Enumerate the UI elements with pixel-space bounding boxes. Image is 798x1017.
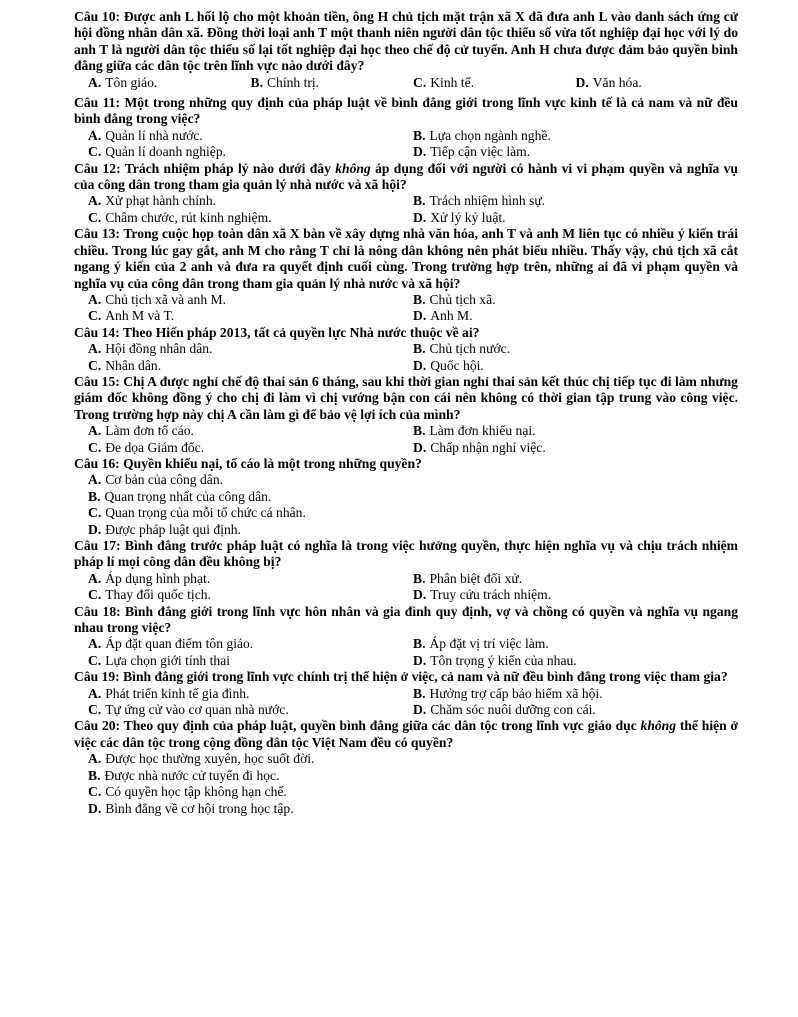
option-text: Quản lí nhà nước. xyxy=(105,127,203,143)
option-a[interactable] xyxy=(88,686,413,702)
question-11 xyxy=(74,95,738,161)
option-text: Tôn trọng ý kiến của nhau. xyxy=(430,652,577,668)
option-letter: B. xyxy=(413,193,426,209)
option-text: Anh M và T. xyxy=(105,308,175,324)
question-label: Câu 17: xyxy=(74,538,121,553)
question-17 xyxy=(74,538,738,604)
option-text: Tôn giáo. xyxy=(105,74,158,90)
question-text: Bình đẳng giới trong lĩnh vực hôn nhân và gia đình quy định, vợ và chồng có quyền và nghĩa vụ ngang nhau trong việc? xyxy=(74,603,738,636)
option-c[interactable] xyxy=(88,358,413,374)
option-text: Nhân dân. xyxy=(105,357,162,373)
option-a[interactable] xyxy=(88,193,413,209)
option-text: Đe dọa Giám đốc. xyxy=(105,439,205,455)
option-letter: A. xyxy=(88,127,102,143)
option-letter: A. xyxy=(88,423,102,439)
option-letter: C. xyxy=(88,209,102,225)
option-text: Áp dụng hình phạt. xyxy=(105,570,211,586)
question-15 xyxy=(74,374,738,456)
option-a[interactable] xyxy=(88,571,413,587)
option-letter: C. xyxy=(88,587,102,603)
option-letter: D. xyxy=(413,357,427,373)
option-letter: A. xyxy=(88,636,102,652)
question-stem xyxy=(74,161,738,194)
option-letter: C. xyxy=(88,505,102,521)
option-c[interactable] xyxy=(88,702,413,718)
option-text: Xử phạt hành chính. xyxy=(105,193,217,209)
option-text: Chủ tịch xã. xyxy=(429,291,496,307)
option-a[interactable] xyxy=(88,341,413,357)
options xyxy=(74,341,738,374)
question-label: Câu 12: xyxy=(74,160,121,176)
question-text: Một trong những quy định của pháp luật về bình đẳng giới trong lĩnh vực kinh tế là cả nam và nữ đều bình đẳng trong việc? xyxy=(74,95,738,127)
option-a[interactable] xyxy=(88,751,738,767)
option-letter: B. xyxy=(413,685,426,701)
option-letter: C. xyxy=(88,652,102,668)
question-text-after: áp dụng đối với người có hành vi vi phạm quyền và nghĩa vụ của công dân trong tham gia quản lý nhà nước và xã hội? xyxy=(74,160,738,193)
option-letter: B. xyxy=(88,767,101,783)
option-letter: B. xyxy=(88,488,101,504)
option-c[interactable] xyxy=(88,440,413,456)
question-20 xyxy=(74,718,738,816)
option-text: Phân biệt đối xử. xyxy=(429,570,523,586)
option-letter: C. xyxy=(88,702,102,718)
option-text: Tự ứng cử vào cơ quan nhà nước. xyxy=(105,702,289,718)
option-letter: B. xyxy=(413,291,426,307)
question-label: Câu 18: xyxy=(74,603,121,619)
option-c[interactable] xyxy=(413,75,576,91)
option-b[interactable] xyxy=(413,341,738,357)
option-letter: A. xyxy=(88,570,102,586)
option-text: Chủ tịch xã và anh M. xyxy=(105,291,227,307)
option-letter: A. xyxy=(88,291,102,307)
option-b[interactable] xyxy=(413,292,738,308)
option-letter: D. xyxy=(413,308,427,324)
option-letter: B. xyxy=(413,636,426,652)
option-text: Chấp nhận nghỉ việc. xyxy=(430,439,546,455)
question-text-emphasis: không xyxy=(335,160,371,176)
question-label: Câu 19: xyxy=(74,669,120,685)
option-a[interactable] xyxy=(88,75,251,91)
option-c[interactable] xyxy=(88,653,413,669)
question-stem xyxy=(74,669,738,685)
option-d[interactable] xyxy=(413,653,738,669)
question-text: Chị A được nghỉ chế độ thai sản 6 tháng, sau khi thời gian nghỉ thai sản kết thúc chị tiếp tục đi làm nhưng giám đốc không đồng ý cho chị đi làm vì chị vướng bận con cái nên không có thời gian tập trung vào công việc. Trong trường hợp này chị A cần làm gì để bảo vệ lợi ích của mình? xyxy=(74,373,738,422)
option-a[interactable] xyxy=(88,472,738,488)
option-d[interactable] xyxy=(413,358,738,374)
option-letter: D. xyxy=(413,209,427,225)
option-c[interactable] xyxy=(88,587,413,603)
question-text: Được anh L hối lộ cho một khoản tiền, ông H chủ tịch mặt trận xã X đã đưa anh L vào danh sách ứng cử hội đồng nhân dân xã. Đồng thời loại anh T một thanh niên người dân tộc thiểu số vừa tốt nghiệp đại học với lý do anh T là người dân tộc thiểu số lại tốt nghiệp đại học theo chế độ cử tuyển. Anh H chưa được đảm bảo quyền bình đẳng giữa các dân tộc trên lĩnh vực nào dưới đây? xyxy=(74,9,738,74)
option-text: Văn hóa. xyxy=(592,74,642,90)
option-c[interactable] xyxy=(88,308,413,324)
question-text-before: Theo quy định của pháp luật, quyền bình đẳng giữa các dân tộc trong lĩnh vực giáo dục xyxy=(123,718,641,734)
option-b[interactable] xyxy=(88,768,738,784)
option-text: Quan trọng nhất của công dân. xyxy=(104,488,272,504)
option-text: Quan trọng của mỗi tổ chức cá nhân. xyxy=(105,505,306,521)
option-text: Thay đổi quốc tịch. xyxy=(105,587,211,603)
option-letter: A. xyxy=(88,685,102,701)
option-letter: B. xyxy=(413,341,426,357)
question-stem xyxy=(74,456,738,472)
question-text: Quyền khiếu nại, tố cáo là một trong những quyền? xyxy=(123,455,422,471)
option-b[interactable] xyxy=(88,489,738,505)
option-text: Lựa chọn giới tính thai xyxy=(105,652,231,668)
question-text-after: thể hiện ở việc các dân tộc trong cộng đồng dân tộc Việt Nam đều có quyền? xyxy=(74,718,739,750)
option-text: Quốc hội. xyxy=(430,357,484,373)
option-b[interactable] xyxy=(413,571,738,587)
option-a[interactable] xyxy=(88,128,413,144)
option-d[interactable] xyxy=(413,587,738,603)
option-text: Có quyền học tập không hạn chế. xyxy=(105,784,287,800)
options xyxy=(74,636,738,669)
option-text: Lựa chọn ngành nghề. xyxy=(429,127,551,143)
option-text: Bình đẳng về cơ hội trong học tập. xyxy=(105,800,294,816)
option-a[interactable] xyxy=(88,292,413,308)
option-d[interactable] xyxy=(413,702,738,718)
option-text: Áp đặt vị trí việc làm. xyxy=(429,636,549,652)
question-18 xyxy=(74,604,738,670)
option-letter: D. xyxy=(88,521,102,537)
option-d[interactable] xyxy=(413,308,738,324)
option-letter: C. xyxy=(88,357,102,373)
option-text: Châm chước, rút kinh nghiệm. xyxy=(105,209,272,225)
option-d[interactable] xyxy=(413,210,738,226)
option-text: Trách nhiệm hình sự. xyxy=(429,193,546,209)
question-label: Câu 14: xyxy=(74,324,120,340)
option-a[interactable] xyxy=(88,636,413,652)
option-letter: A. xyxy=(88,341,102,357)
option-letter: B. xyxy=(413,423,426,439)
option-b[interactable] xyxy=(413,128,738,144)
option-letter: C. xyxy=(88,439,102,455)
option-letter: A. xyxy=(88,751,102,767)
question-text: Trong cuộc họp toàn dân xã X bàn về xây dựng nhà văn hóa, anh T và anh M liên tục có nhiều ý kiến trái chiều. Trong lúc gay gắt, anh M cho rằng T chỉ là nông dân không nên phát biểu nhiều. Thấy vậy, chủ tịch xã cắt ngang ý kiến của 2 anh và đưa ra quyết định cuối cùng. Trong trường hợp trên, những ai đã vi phạm quyền và nghĩa vụ của công dân trong tham gia quản lý nhà nước và xã hội? xyxy=(74,226,738,291)
options xyxy=(74,751,738,817)
option-text: Được học thường xuyên, học suốt đời. xyxy=(105,751,315,767)
option-d[interactable] xyxy=(88,801,738,817)
option-letter: A. xyxy=(88,74,102,90)
option-text: Áp đặt quan điểm tôn giáo. xyxy=(105,636,254,652)
question-16 xyxy=(74,456,738,538)
option-letter: D. xyxy=(575,74,589,90)
question-label: Câu 15: xyxy=(74,373,120,389)
question-text-before: Trách nhiệm pháp lý nào dưới đây xyxy=(124,160,336,176)
option-d[interactable] xyxy=(413,144,738,160)
option-letter: D. xyxy=(413,702,427,718)
option-text: Chính trị. xyxy=(266,74,320,90)
option-c[interactable] xyxy=(88,505,738,521)
option-text: Được nhà nước cử tuyển đi học. xyxy=(104,767,280,783)
question-stem xyxy=(74,95,738,128)
option-text: Quản lí doanh nghiệp. xyxy=(105,144,227,160)
question-14 xyxy=(74,325,738,374)
option-c[interactable] xyxy=(88,210,413,226)
option-text: Phát triển kinh tế gia đình. xyxy=(105,685,250,701)
option-text: Kinh tế. xyxy=(430,74,475,90)
option-letter: D. xyxy=(413,439,427,455)
option-d[interactable] xyxy=(88,522,738,538)
question-text: Bình đẳng giới trong lĩnh vực chính trị thể hiện ở việc, cả nam và nữ đều bình đẳng trong việc tham gia? xyxy=(123,669,728,685)
option-text: Anh M. xyxy=(430,308,473,324)
option-b[interactable] xyxy=(413,193,738,209)
option-letter: B. xyxy=(413,127,426,143)
option-letter: A. xyxy=(88,193,102,209)
question-label: Câu 20: xyxy=(74,718,121,734)
option-letter: B. xyxy=(413,570,426,586)
option-d[interactable] xyxy=(413,440,738,456)
option-letter: D. xyxy=(413,587,427,603)
question-13 xyxy=(74,226,738,324)
option-text: Làm đơn khiếu nại. xyxy=(429,423,536,439)
question-text: Bình đẳng trước pháp luật có nghĩa là trong việc hưởng quyền, thực hiện nghĩa vụ và chịu trách nhiệm pháp lí mọi công dân đều không bị? xyxy=(74,538,739,570)
options xyxy=(74,423,738,456)
options xyxy=(74,571,738,604)
question-stem xyxy=(74,718,738,751)
options xyxy=(74,128,738,161)
option-text: Chủ tịch nước. xyxy=(429,341,511,357)
question-text-emphasis: không xyxy=(640,718,677,734)
option-text: Cơ bản của công dân. xyxy=(105,472,224,488)
option-letter: C. xyxy=(88,308,102,324)
question-stem xyxy=(74,9,738,75)
question-19 xyxy=(74,669,738,718)
option-text: Hội đồng nhân dân. xyxy=(105,341,213,357)
options xyxy=(74,75,738,91)
option-letter: C. xyxy=(88,784,102,800)
option-letter: A. xyxy=(88,472,102,488)
options xyxy=(74,193,738,226)
option-b[interactable] xyxy=(413,636,738,652)
option-text: Được pháp luật qui định. xyxy=(105,521,241,537)
option-d[interactable] xyxy=(576,75,739,91)
question-stem xyxy=(74,325,738,341)
option-b[interactable] xyxy=(413,423,738,439)
option-c[interactable] xyxy=(88,784,738,800)
option-text: Truy cứu trách nhiệm. xyxy=(430,587,552,603)
option-letter: D. xyxy=(88,800,102,816)
option-text: Xử lý kỷ luật. xyxy=(430,209,506,225)
question-stem xyxy=(74,226,738,292)
option-b[interactable] xyxy=(251,75,414,91)
option-b[interactable] xyxy=(413,686,738,702)
question-stem xyxy=(74,374,738,423)
question-label: Câu 10: xyxy=(74,9,121,24)
option-letter: D. xyxy=(413,652,427,668)
question-12 xyxy=(74,161,738,227)
option-a[interactable] xyxy=(88,423,413,439)
option-letter: C. xyxy=(88,144,102,160)
question-text: Theo Hiến pháp 2013, tất cả quyền lực Nhà nước thuộc về ai? xyxy=(122,324,480,340)
question-10 xyxy=(74,9,738,91)
question-label: Câu 16: xyxy=(74,455,120,471)
option-text: Làm đơn tố cáo. xyxy=(105,423,194,439)
option-text: Chăm sóc nuôi dưỡng con cái. xyxy=(430,702,596,718)
question-stem xyxy=(74,604,738,637)
option-letter: C. xyxy=(413,74,427,90)
options xyxy=(74,472,738,538)
question-stem xyxy=(74,538,738,571)
question-label: Câu 13: xyxy=(74,226,120,242)
option-letter: D. xyxy=(413,144,427,160)
options xyxy=(74,686,738,719)
option-text: Tiếp cận việc làm. xyxy=(430,144,531,160)
option-letter: B. xyxy=(250,74,263,90)
question-label: Câu 11: xyxy=(74,95,120,111)
option-c[interactable] xyxy=(88,144,413,160)
options xyxy=(74,292,738,325)
option-text: Hưởng trợ cấp bảo hiểm xã hội. xyxy=(429,685,603,701)
